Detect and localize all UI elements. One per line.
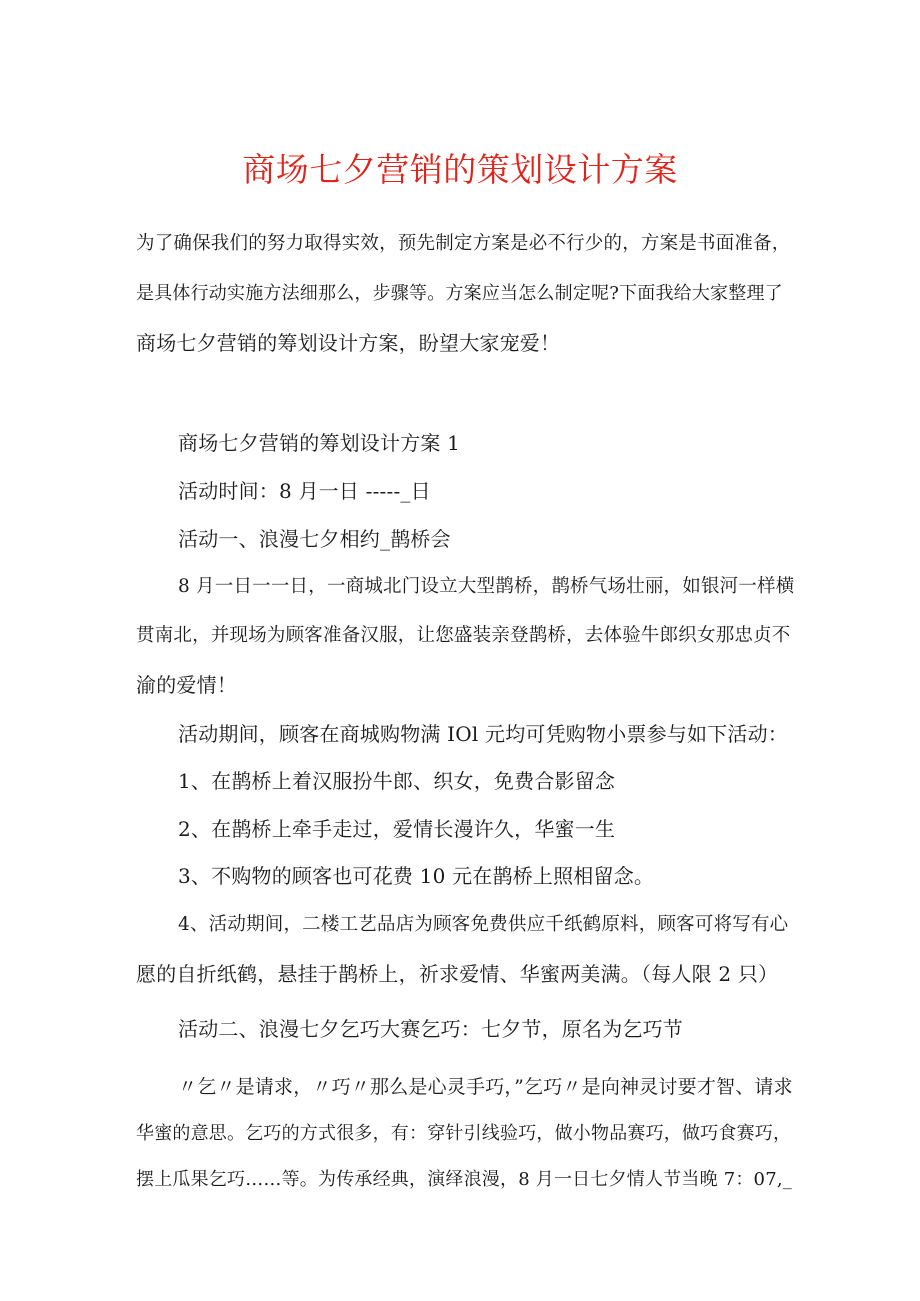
paragraph-line: 贯南北，并现场为顾客准备汉服，让您盛装亲登鹊桥，去体验牛郎织女那忠贞不 — [136, 625, 791, 646]
document-title: 商场七夕营销的策划设计方案 — [242, 150, 678, 189]
paragraph-line: 渝的爱情！ — [136, 673, 237, 697]
paragraph-line: 华蜜的意思。乞巧的方式很多，有：穿针引线验巧，做小物品赛巧，做巧食赛巧， — [136, 1123, 792, 1144]
list-item-3: 3、不购物的顾客也可花费 10 元在鹊桥上照相留念。 — [178, 864, 655, 888]
paragraph-line: 活动期间，顾客在商城购物满 IOl 元均可凭购物小票参与如下活动： — [178, 722, 789, 746]
list-item-4-cont: 愿的自折纸鹤，悬挂于鹊桥上，祈求爱情、华蜜两美满。（每人限 2 只） — [136, 962, 779, 986]
activity-two-heading: 活动二、浪漫七夕乞巧大赛乞巧：七夕节，原名为乞巧节 — [178, 1017, 683, 1041]
paragraph-line: 8 月一日一一日，一商城北门设立大型鹊桥，鹊桥气场壮丽，如银河一样横 — [178, 576, 795, 597]
list-item-4: 4、活动期间，二楼工艺品店为顾客免费供应千纸鹤原料，顾客可将写有心 — [178, 914, 789, 935]
paragraph-line: 摆上瓜果乞巧……等。为传承经典，演绎浪漫，8 月一日七夕情人节当晚 7：07,_ — [136, 1169, 792, 1190]
intro-line-2: 是具体行动实施方法细那么，步骤等。方案应当怎么制定呢?下面我给大家整理了 — [136, 283, 783, 304]
paragraph-line: 〃乞〃是请求，〃巧〃那么是心灵手巧，”乞巧〃是向神灵讨要才智、请求 — [178, 1076, 793, 1098]
section-heading: 商场七夕营销的筹划设计方案 1 — [178, 431, 461, 455]
activity-time: 活动时间：8 月一日 -----_日 — [178, 479, 431, 503]
activity-one-heading: 活动一、浪漫七夕相约_鹊桥会 — [178, 527, 451, 551]
intro-line-1: 为了确保我们的努力取得实效，预先制定方案是必不行少的，方案是书面准备， — [136, 233, 791, 254]
intro-line-3: 商场七夕营销的筹划设计方案，盼望大家宠爱！ — [136, 331, 561, 355]
list-item-2: 2、在鹊桥上牵手走过，爱情长漫许久，华蜜一生 — [178, 817, 616, 841]
list-item-1: 1、在鹊桥上着汉服扮牛郎、织女，免费合影留念 — [178, 769, 616, 793]
